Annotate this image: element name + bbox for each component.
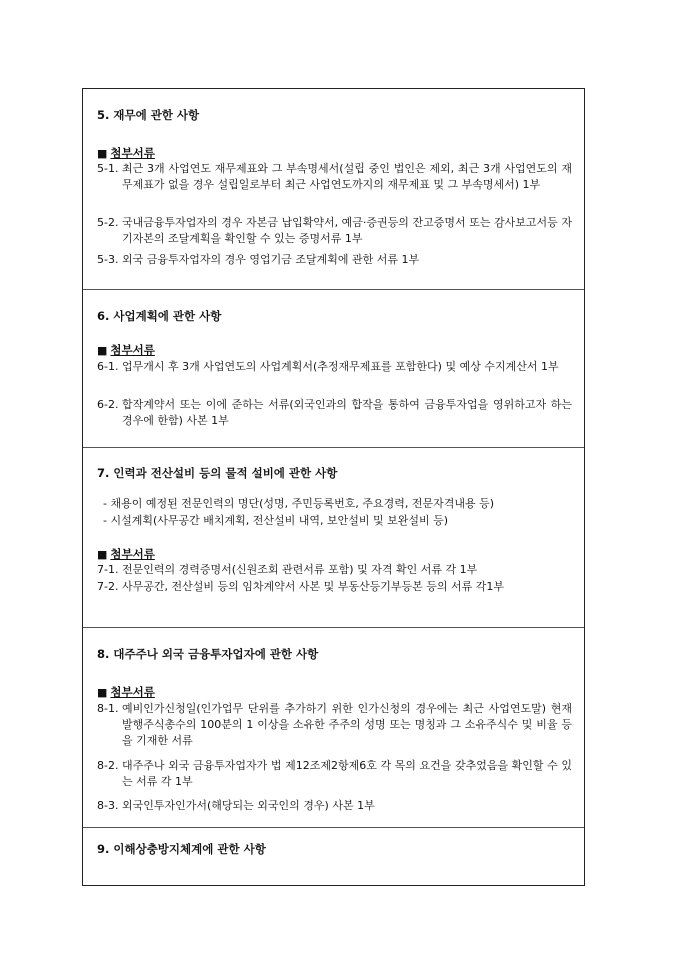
section-title: 9. 이해상충방지체계에 관한 사항 <box>97 842 266 856</box>
list-item: 7-2. 사무공간, 전산설비 등의 임차계약서 사본 및 부동산등기부등본 등의 서류 각1부 <box>97 580 504 593</box>
attachments-heading: ■ 첨부서류 <box>97 146 155 160</box>
list-item: 8-1. 예비인가신청일(인가업무 단위를 추가하기 위한 인가신청의 경우에는 최근 사업연도말) 현재 발행주식총수의 100분의 1 이상을 소유한 주주의 성명 또는 명칭과 그 소유주식수 및 비율 등을 기재한 서류 <box>97 702 572 747</box>
section-personnel-facilities <box>83 447 584 628</box>
section-title: 6. 사업계획에 관한 사항 <box>97 309 222 323</box>
attachments-heading: ■ 첨부서류 <box>97 343 155 357</box>
list-item: 8-2. 대주주나 외국 금융투자업자가 법 제12조제2항제6호 각 목의 요건을 갖추었음을 확인할 수 있는 서류 각 1부 <box>97 759 572 788</box>
section-title: 7. 인력과 전산설비 등의 물적 설비에 관한 사항 <box>97 466 338 480</box>
list-item: 8-3. 외국인투자인가서(해당되는 외국인의 경우) 사본 1부 <box>97 799 375 812</box>
section-conflict-of-interest <box>83 827 584 886</box>
list-item: 7-1. 전문인력의 경력증명서(신원조회 관련서류 포함) 및 자격 확인 서류 각 1부 <box>97 563 478 576</box>
square-bullet-icon: ■ <box>97 548 108 561</box>
square-bullet-icon: ■ <box>97 344 108 357</box>
square-bullet-icon: ■ <box>97 686 108 699</box>
list-item: 5-2. 국내금융투자업자의 경우 자본금 납입확약서, 예금·증권등의 잔고증명서 또는 감사보고서등 자기자본의 조달계획을 확인할 수 있는 증명서류 1부 <box>97 216 572 245</box>
attachments-heading: ■ 첨부서류 <box>97 547 155 561</box>
section-finance <box>83 89 584 289</box>
list-item: 6-2. 합작계약서 또는 이에 준하는 서류(외국인과의 합작을 통하여 금융투자업을 영위하고자 하는 경우에 한함) 사본 1부 <box>97 398 572 427</box>
document-table <box>82 88 585 886</box>
bullet-item: - 시설계획(사무공간 배치계획, 전산설비 내역, 보안설비 및 보완설비 등) <box>103 514 449 527</box>
attachments-heading: ■ 첨부서류 <box>97 685 155 699</box>
list-item: 5-3. 외국 금융투자업자의 경우 영업기금 조달계획에 관한 서류 1부 <box>97 253 420 266</box>
bullet-item: - 채용이 예정된 전문인력의 명단(성명, 주민등록번호, 주요경력, 전문자격내용 등) <box>103 497 495 510</box>
section-title: 8. 대주주나 외국 금융투자업자에 관한 사항 <box>97 647 319 661</box>
list-item: 5-1. 최근 3개 사업연도 재무제표와 그 부속명세서(설립 중인 법인은 제외, 최근 3개 사업연도의 재무제표가 없을 경우 설립일로부터 최근 사업연도까지의 재무제표 및 그 부속명세서) 1부 <box>97 162 572 191</box>
list-item: 6-1. 업무개시 후 3개 사업연도의 사업계획서(추정재무제표를 포함한다) 및 예상 수지계산서 1부 <box>97 360 559 373</box>
square-bullet-icon: ■ <box>97 147 108 160</box>
section-major-shareholder <box>83 627 584 828</box>
section-business-plan <box>83 289 584 448</box>
section-title: 5. 재무에 관한 사항 <box>97 108 200 122</box>
